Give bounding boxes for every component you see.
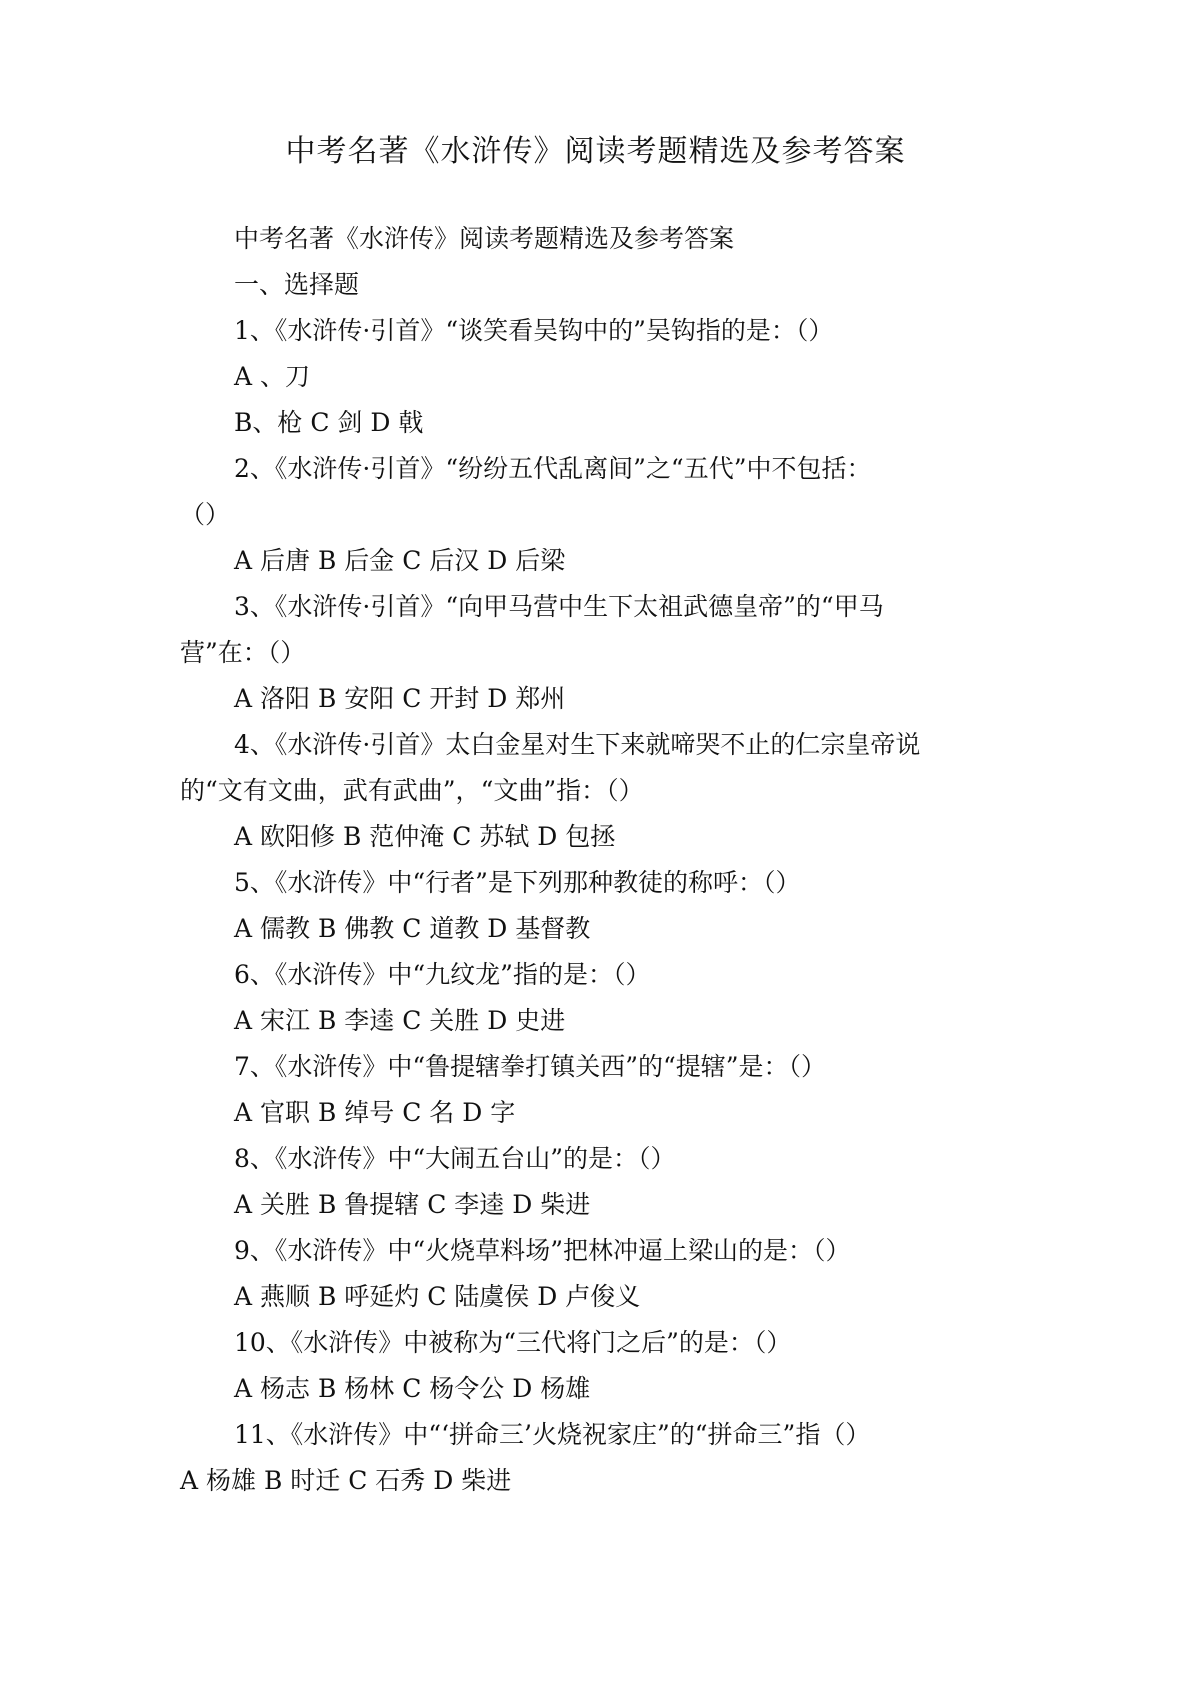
question-3-options: A 洛阳 B 安阳 C 开封 D 郑州: [234, 684, 566, 713]
question-10-options: A 杨志 B 杨林 C 杨令公 D 杨雄: [234, 1374, 591, 1403]
question-7-options: A 官职 B 绰号 C 名 D 字: [234, 1098, 516, 1127]
question-11: 11、《水浒传》中“‘拼命三’火烧祝家庄”的“拼命三”指（）: [234, 1420, 871, 1449]
question-1-options-bcd: B、枪 C 剑 D 戟: [234, 408, 424, 437]
question-8: 8、《水浒传》中“大闹五台山”的是：（）: [234, 1144, 676, 1173]
page-title: 中考名著《水浒传》阅读考题精选及参考答案: [285, 134, 906, 169]
question-4-continued: 的“文有文曲，武有武曲”，“文曲”指：（）: [180, 776, 644, 805]
question-5: 5、《水浒传》中“行者”是下列那种教徒的称呼：（）: [234, 868, 801, 897]
question-9-options: A 燕顺 B 呼延灼 C 陆虞侯 D 卢俊义: [234, 1282, 641, 1311]
question-4: 4、《水浒传·引首》太白金星对生下来就啼哭不止的仁宗皇帝说: [234, 730, 921, 759]
question-7: 7、《水浒传》中“鲁提辖拳打镇关西”的“提辖”是：（）: [234, 1052, 827, 1081]
question-3-continued: 营”在：（）: [180, 638, 306, 667]
question-5-options: A 儒教 B 佛教 C 道教 D 基督教: [234, 914, 591, 943]
question-9: 9、《水浒传》中“火烧草料场”把林冲逼上梁山的是：（）: [234, 1236, 851, 1265]
question-6-options: A 宋江 B 李逵 C 关胜 D 史进: [234, 1006, 566, 1035]
subtitle-line: 中考名著《水浒传》阅读考题精选及参考答案: [234, 224, 735, 253]
question-2: 2、《水浒传·引首》“纷纷五代乱离间”之“五代”中不包括：: [234, 454, 872, 483]
question-10: 10、《水浒传》中被称为“三代将门之后”的是：（）: [234, 1328, 792, 1357]
question-2-options: A 后唐 B 后金 C 后汉 D 后梁: [234, 546, 566, 575]
question-6: 6、《水浒传》中“九纹龙”指的是：（）: [234, 960, 651, 989]
question-1: 1、《水浒传·引首》“谈笑看吴钩中的”吴钩指的是：（）: [234, 316, 834, 345]
question-4-options: A 欧阳修 B 范仲淹 C 苏轼 D 包拯: [234, 822, 616, 851]
document-body: [180, 216, 1030, 1504]
section-heading: 一、选择题: [234, 270, 360, 299]
question-11-options: A 杨雄 B 时迁 C 石秀 D 柴进: [180, 1466, 512, 1495]
question-2-continued: （）: [180, 500, 231, 529]
question-1-option-a: A 、刀: [234, 362, 311, 391]
question-8-options: A 关胜 B 鲁提辖 C 李逵 D 柴进: [234, 1190, 591, 1219]
question-3: 3、《水浒传·引首》“向甲马营中生下太祖武德皇帝”的“甲马: [234, 592, 884, 621]
